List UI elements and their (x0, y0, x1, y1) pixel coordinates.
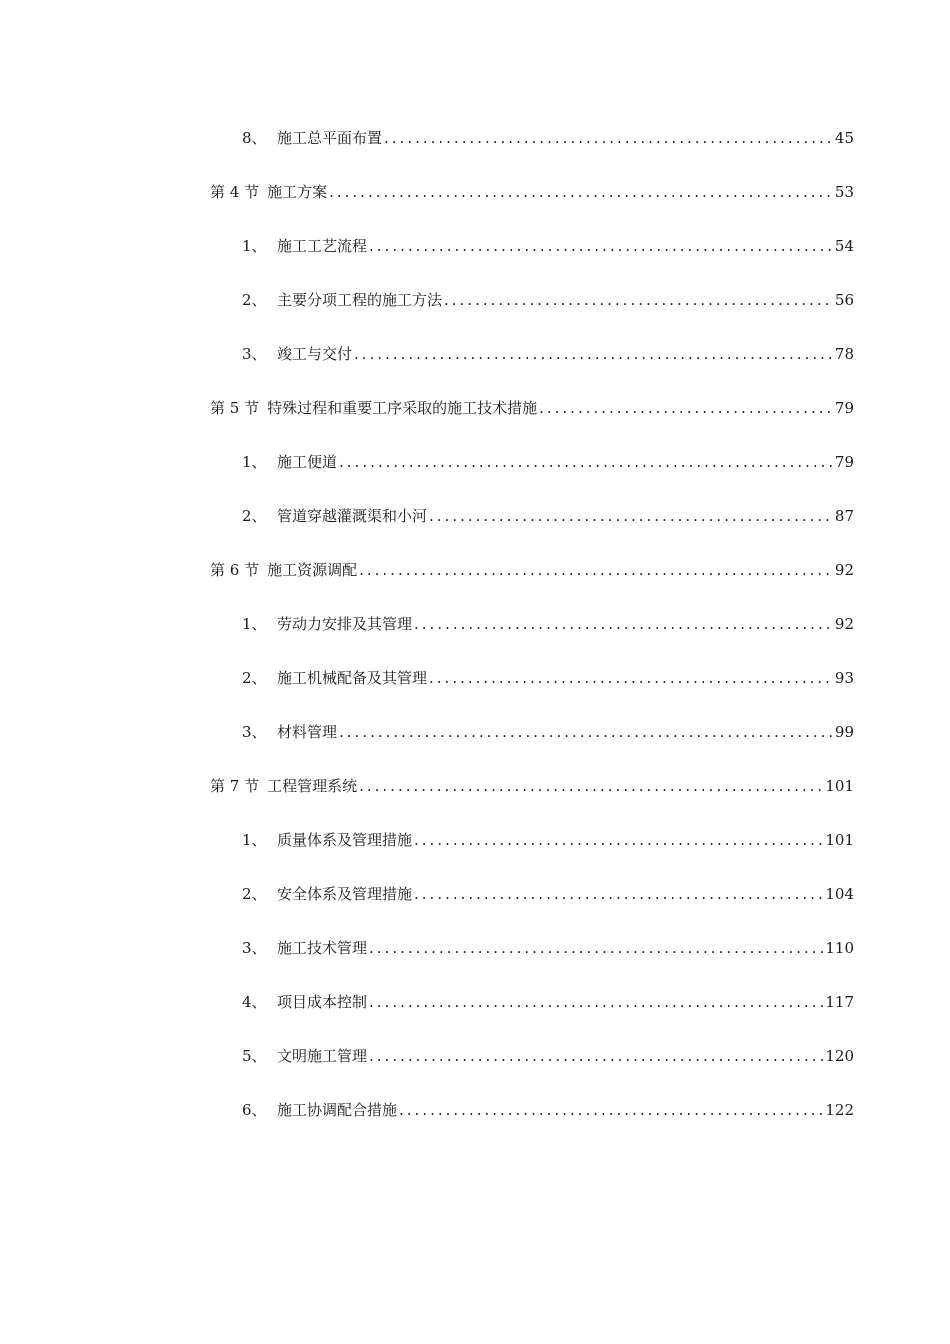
toc-entry-number: 3、 (242, 345, 267, 363)
toc-section-number: 第 7 节 (210, 777, 260, 795)
toc-entry-number: 4、 (242, 993, 267, 1011)
toc-section-page: 101 (825, 777, 854, 795)
toc-entry-number: 8、 (242, 129, 267, 147)
toc-entry-title: 文明施工管理 (277, 1047, 368, 1065)
toc-entry[interactable] (0, 219, 950, 273)
dot-leader (369, 938, 823, 958)
toc-entry-title: 施工机械配备及其管理 (277, 669, 428, 687)
toc-entry-page: 56 (834, 291, 854, 309)
toc-entry-title: 安全体系及管理措施 (277, 885, 413, 903)
toc-section-title: 施工资源调配 (267, 561, 358, 579)
dot-leader (339, 452, 833, 472)
toc-entry-title: 项目成本控制 (277, 993, 368, 1011)
toc-entry[interactable] (0, 111, 950, 165)
toc-entry-page: 122 (825, 1101, 854, 1119)
dot-leader (429, 506, 833, 526)
toc-entry-title: 施工便道 (277, 453, 338, 471)
toc-section-number: 第 5 节 (210, 399, 260, 417)
toc-entry-number: 2、 (242, 507, 267, 525)
toc-entry-title: 管道穿越灌溉渠和小河 (277, 507, 428, 525)
toc-entry-title: 主要分项工程的施工方法 (277, 291, 443, 309)
toc-entry-number: 5、 (242, 1047, 267, 1065)
toc-entry[interactable] (0, 1083, 950, 1137)
toc-entry-title: 材料管理 (277, 723, 338, 741)
toc-entry[interactable] (0, 813, 950, 867)
dot-leader (369, 1046, 823, 1066)
toc-entry-page: 99 (834, 723, 854, 741)
toc-entry-page: 110 (825, 939, 854, 957)
dot-leader (444, 290, 833, 310)
toc-section[interactable] (0, 165, 950, 219)
toc-section-page: 92 (834, 561, 854, 579)
toc-entry-title: 劳动力安排及其管理 (277, 615, 413, 633)
toc-entry[interactable] (0, 435, 950, 489)
toc-entry-page: 78 (834, 345, 854, 363)
toc-entry-title: 施工总平面布置 (277, 129, 383, 147)
toc-entry-title: 施工协调配合措施 (277, 1101, 398, 1119)
dot-leader (414, 884, 823, 904)
toc-entry-page: 101 (825, 831, 854, 849)
toc-section[interactable] (0, 381, 950, 435)
toc-entry-number: 6、 (242, 1101, 267, 1119)
toc-section[interactable] (0, 543, 950, 597)
dot-leader (354, 344, 833, 364)
toc-section-number: 第 6 节 (210, 561, 260, 579)
toc-entry-page: 93 (834, 669, 854, 687)
dot-leader (539, 398, 833, 418)
toc-entry-number: 2、 (242, 669, 267, 687)
toc-entry-number: 2、 (242, 291, 267, 309)
dot-leader (414, 614, 833, 634)
dot-leader (359, 776, 823, 796)
toc-entry-number: 1、 (242, 453, 267, 471)
dot-leader (329, 182, 833, 202)
toc-entry[interactable] (0, 867, 950, 921)
toc-entry-number: 3、 (242, 939, 267, 957)
table-of-contents (0, 111, 950, 1137)
toc-entry-page: 92 (834, 615, 854, 633)
toc-entry[interactable] (0, 327, 950, 381)
toc-entry-page: 54 (834, 237, 854, 255)
toc-entry[interactable] (0, 651, 950, 705)
dot-leader (359, 560, 833, 580)
dot-leader (399, 1100, 823, 1120)
toc-entry[interactable] (0, 597, 950, 651)
toc-section-number: 第 4 节 (210, 183, 260, 201)
toc-entry[interactable] (0, 921, 950, 975)
toc-section-page: 79 (834, 399, 854, 417)
toc-entry-title: 施工技术管理 (277, 939, 368, 957)
toc-entry-title: 质量体系及管理措施 (277, 831, 413, 849)
toc-entry-number: 1、 (242, 237, 267, 255)
dot-leader (369, 992, 823, 1012)
toc-entry-page: 45 (834, 129, 854, 147)
dot-leader (414, 830, 823, 850)
toc-entry[interactable] (0, 1029, 950, 1083)
toc-section[interactable] (0, 759, 950, 813)
toc-entry[interactable] (0, 489, 950, 543)
toc-entry-page: 104 (825, 885, 854, 903)
toc-entry[interactable] (0, 705, 950, 759)
toc-entry-page: 117 (825, 993, 854, 1011)
dot-leader (369, 236, 833, 256)
dot-leader (384, 128, 833, 148)
toc-section-title: 工程管理系统 (267, 777, 358, 795)
toc-entry-number: 1、 (242, 831, 267, 849)
toc-entry-number: 3、 (242, 723, 267, 741)
toc-entry-number: 1、 (242, 615, 267, 633)
toc-entry[interactable] (0, 975, 950, 1029)
toc-entry-page: 120 (825, 1047, 854, 1065)
toc-entry-page: 87 (834, 507, 854, 525)
toc-entry-page: 79 (834, 453, 854, 471)
dot-leader (339, 722, 833, 742)
toc-entry-number: 2、 (242, 885, 267, 903)
toc-section-page: 53 (834, 183, 854, 201)
toc-section-title: 特殊过程和重要工序采取的施工技术措施 (267, 399, 538, 417)
dot-leader (429, 668, 833, 688)
toc-entry-title: 竣工与交付 (277, 345, 353, 363)
toc-section-title: 施工方案 (267, 183, 328, 201)
toc-entry[interactable] (0, 273, 950, 327)
toc-entry-title: 施工工艺流程 (277, 237, 368, 255)
